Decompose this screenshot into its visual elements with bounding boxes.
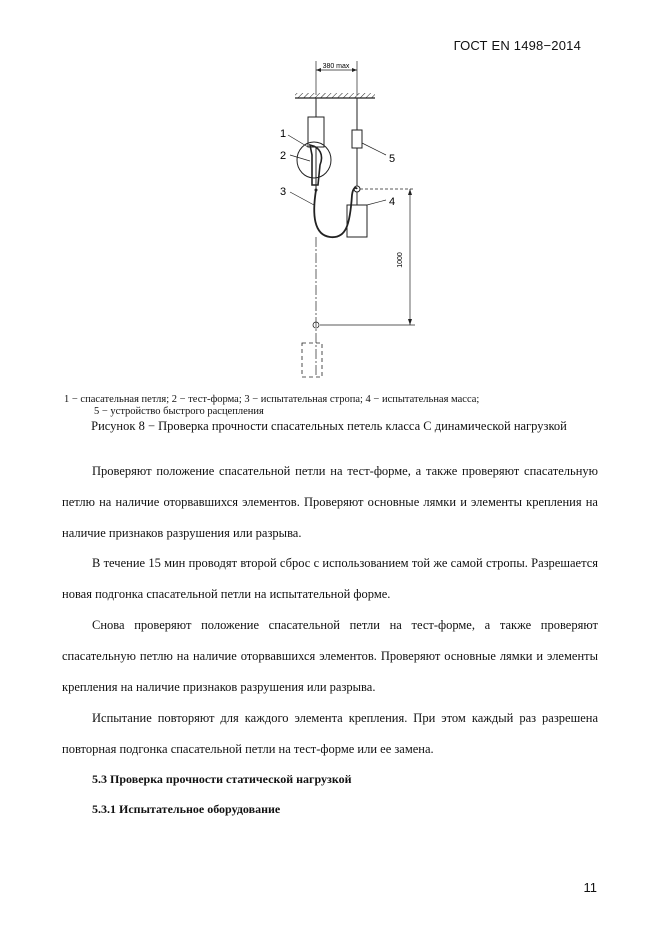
paragraph-1: Проверяют положение спасательной петли на тест-форме, а также проверяют спасательную петлю на наличие оторвавшихся элементов. Проверяют основные лямки и элементы крепления на наличие признаков разрушения или разрыва. [62, 464, 598, 540]
paragraph-2: В течение 15 мин проводят второй сброс с использованием той же самой стропы. Разрешается новая подгонка спасательной петли на испытательной форме. [62, 556, 598, 601]
paragraph-4: Испытание повторяют для каждого элемента крепления. При этом каждый раз разрешена повторная подгонка спасательной петли на тест-форме или ее замена. [62, 711, 598, 756]
section-heading-5-3: 5.3 Проверка прочности статической нагрузкой [92, 772, 352, 786]
quick-release-device [352, 130, 362, 148]
callout-2: 2 [280, 150, 287, 162]
page-number: 11 [583, 880, 597, 895]
figure-drawing [250, 55, 470, 385]
callout-3: 3 [280, 186, 287, 198]
callout-5: 5 [389, 153, 396, 165]
callout-1: 1 [280, 128, 287, 140]
document-header: ГОСТ EN 1498−2014 [453, 38, 581, 53]
figure-legend [64, 394, 594, 418]
test-setup-figure [250, 55, 470, 385]
section-heading-5-3-1: 5.3.1 Испытательное оборудование [92, 802, 281, 816]
test-lanyard [314, 188, 357, 237]
dim-top-label: 380 max [322, 63, 350, 70]
lowered-mass-outline [302, 343, 322, 377]
ceiling-hatch [295, 93, 375, 98]
legend-line-1: 1 − спасательная петля; 2 − тест-форма; 3 − испытательная стропа; 4 − испытательная масса; [64, 394, 480, 405]
paragraph-3: Снова проверяют положение спасательной петли на тест-форме, а также проверяют спасательную петлю на наличие оторвавшихся элементов. Проверяют основные лямки и элементы крепления на наличие признаков разрушения или разрыва. [62, 618, 598, 694]
callout-4: 4 [389, 196, 396, 208]
legend-line-2: 5 − устройство быстрого расцепления [94, 406, 264, 417]
figure-caption: Рисунок 8 − Проверка прочности спасательных петель класса С динамической нагрузкой [91, 419, 567, 433]
dim-side-label: 1000 [397, 252, 404, 268]
